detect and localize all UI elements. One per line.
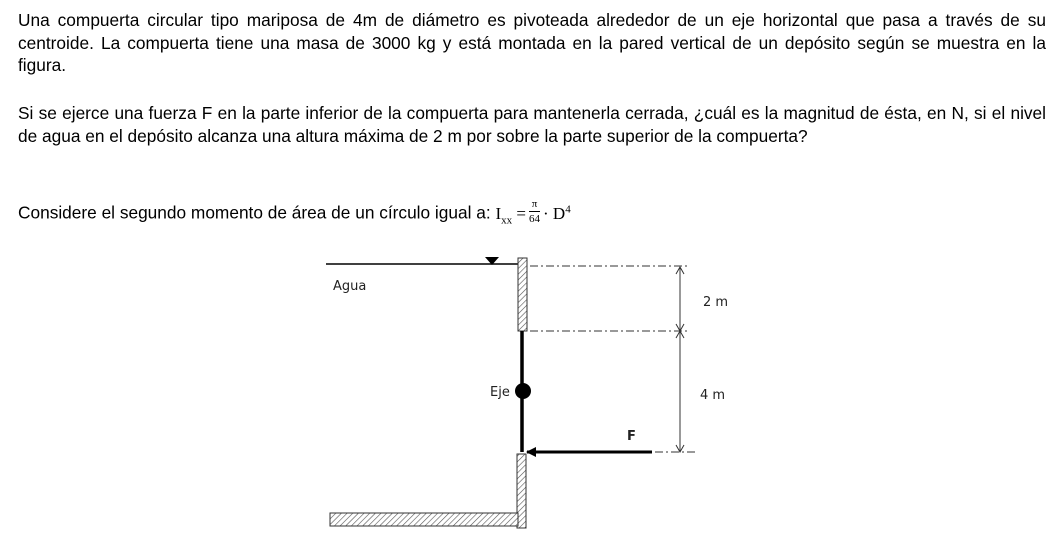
- water-label: Agua: [333, 279, 367, 294]
- pivot-axis: [515, 383, 531, 399]
- note-text: Considere el segundo momento de área de un círculo igual a:: [18, 202, 496, 223]
- dim-label-2m: 2 m: [703, 295, 729, 310]
- formula: $I_{xx}$ = $\frac{\pi}{64}$ · $D^4$: [495, 197, 571, 227]
- problem-paragraph-2: Si se ejerce una fuerza F en la parte inferior de la compuerta para mantenerla cerrada, ¿cuál es la magnitud de ésta, en N, si el nivel de agua en el depósito alcanza una altura máxima de 2 m por sobre la parte superior de la compuerta?: [18, 103, 1046, 146]
- dim-label-4m: 4 m: [700, 388, 726, 403]
- upper-wall: [518, 258, 527, 331]
- floor: [330, 513, 518, 526]
- pi-over-64-fraction: $\frac{\pi}{64}$: [528, 197, 540, 225]
- axis-label: Eje: [490, 385, 510, 400]
- problem-paragraph-1: Una compuerta circular tipo mariposa de 4m de diámetro es pivoteada alrededor de un eje horizontal que pasa a través de su centroide. La compuerta tiene una masa de 3000 kg y está montada en la pared vertical de un depósito según se muestra en la figura.: [18, 10, 1046, 75]
- force-label: F: [627, 429, 636, 444]
